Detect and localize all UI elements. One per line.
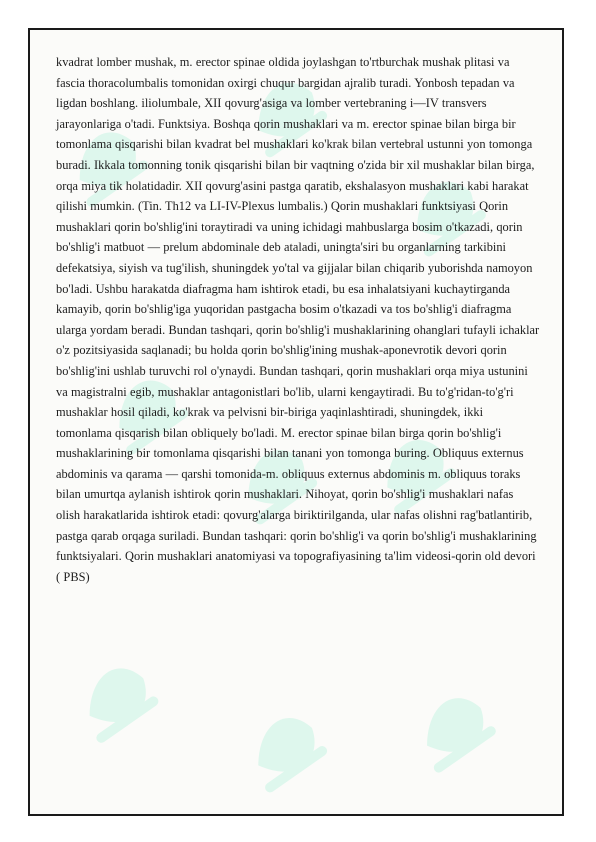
quill-leaf-icon [69,657,161,744]
document-body [56,52,540,587]
body-paragraph: kvadrat lomber mushak, m. erector spinae oldida joylashgan to'rtburchak mushak plitasi va fascia thoracolumbalis tomonidan oxirgi chuqur bargidan ajralib turadi. Yonbosh tepadan va ligdan boshlang. iliolumbale, XII qovurg'asiga va lomber vertebraning i—IV transvers jarayonlariga o'tadi. Funktsiya. Boshqa qorin mushaklari va m. erector spinae bilan birga bir tomonlama qisqarishi bilan kvadrat bel mushaklari ko'krak bilan vertebral ustunni yon tomonga buradi. Ikkala tomonning tonik qisqarishi bilan bir vaqtning o'zida bir xil mushaklar bilan birga, orqa miya tik holatidadir. XII qovurg'asini pastga qaratib, ekshalasyon mushaklari kabi harakat qilishi mumkin. (Tin. Th12 va LI-IV-Plexus lumbalis.) Qorin mushaklari funktsiyasi Qorin mushaklari qorin bo'shlig'ini toraytiradi va uning ichidagi mahbuslarga bosim o'tkazadi, qorin bo'shlig'i matbuot — prelum abdominale deb ataladi, uningta'siri bu organlarning tarkibini defekatsiya, siyish va tug'ilish, shuningdek yo'tal va gijjalar bilan chiqarib yuborishda namoyon bo'ladi. Ushbu harakatda diafragma ham ishtirok etadi, bu esa inhalatsiyani kuchaytirganda kamayib, qorin bo'shlig'iga yuqoridan pastgacha bosim o'tkazadi va tos bo'shlig'i diafragma ularga yordam beradi. Bundan tashqari, qorin bo'shlig'i mushaklarining ohanglari tufayli ichaklar o'z pozitsiyasida saqlanadi; bu holda qorin bo'shlig'ining mushak-aponevrotik devori qorin bo'shlig'ini ushlab turuvchi rol o'ynaydi. Bundan tashqari, qorin mushaklari orqa miya ustunini va magistralni egib, mushaklar antagonistlari bo'lib, ularni kengaytiradi. Bu to'g'ridan-to'g'ri mushaklar hosil qiladi, ko'krak va pelvisni bir-biriga yaqinlashtiradi, shuningdek, ikki tomonlama qisqarish bilan obliquely bo'ladi. M. erector spinae bilan birga qorin bo'shlig'i mushaklarining bir tomonlama qisqarishi bilan tanani yon tomonga buring. Obliquus externus abdominis va qarama — qarshi tomonida-m. obliquus externus abdominis m. obliquus toraks bilan umurtqa aylanish ishtirok qorin mushaklari. Nihoyat, qorin bo'shlig'i mushaklari nafas olish harakatlarida ishtirok etadi: qovurg'alarga biriktirilganda, ular nafas olishni rag'batlantirib, pastga qarab orqaga suriladi. Bundan tashqari: qorin bo'shlig'i va qorin bo'shlig'i mushaklarining funktsiyalari. Qorin mushaklari anatomiyasi va topografiyasining ta'lim videosi-qorin old devori ( PBS) [56,55,540,584]
quill-leaf-icon [406,687,498,774]
quill-leaf-icon [237,707,329,794]
page-frame [28,28,564,816]
